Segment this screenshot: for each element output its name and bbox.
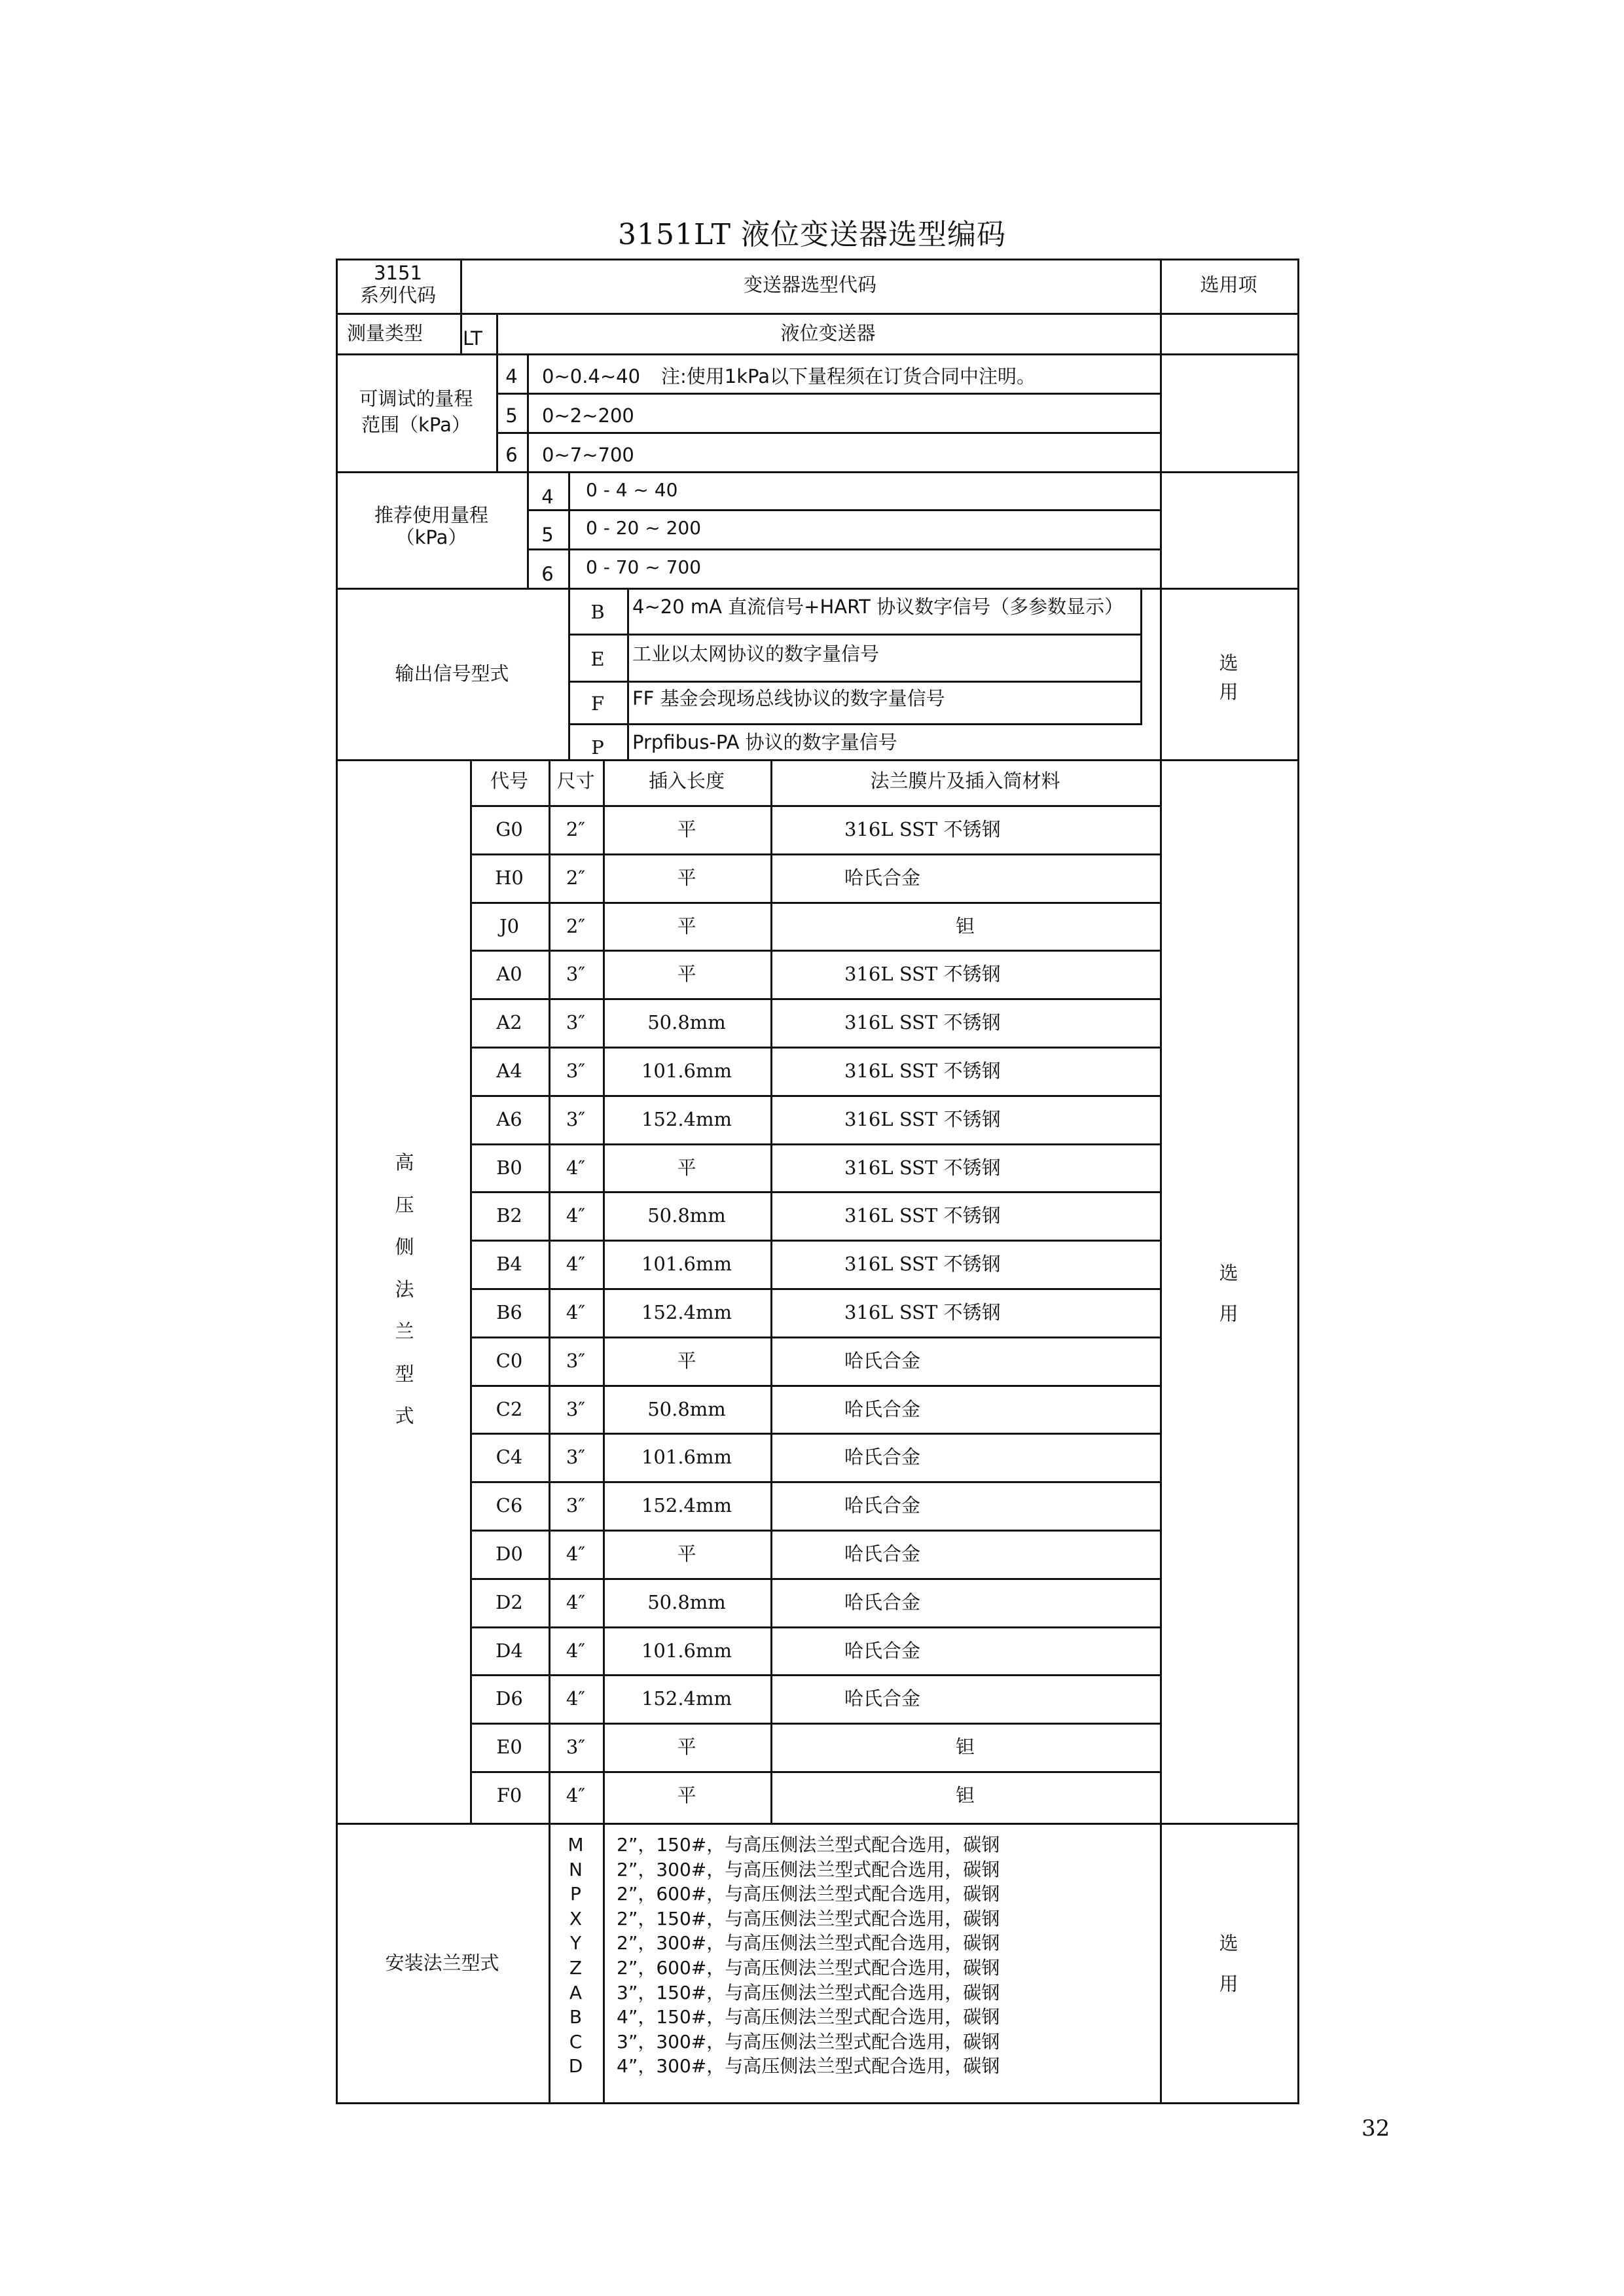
hp-flange-code: B4: [496, 1253, 522, 1275]
table-rule: [336, 1823, 1299, 1825]
table-rule: [460, 313, 462, 355]
mount-flange-code: A: [569, 1981, 583, 2003]
hp-flange-column-header: 代号: [490, 770, 528, 792]
hp-flange-material: 316L SST 不锈钢: [844, 1108, 1001, 1130]
hp-flange-code: B6: [496, 1301, 522, 1323]
table-rule: [470, 1433, 1162, 1435]
hp-flange-length: 152.4mm: [641, 1108, 732, 1130]
hp-flange-length: 101.6mm: [641, 1253, 732, 1275]
adjustable-range-code: 4: [505, 365, 518, 387]
hp-flange-size: 2″: [566, 915, 586, 937]
model-code-header: 变送器选型代码: [743, 274, 876, 296]
hp-flange-code: D2: [496, 1591, 523, 1613]
hp-flange-material: 哈氏合金: [844, 1687, 921, 1710]
hp-flange-size: 4″: [566, 1157, 586, 1179]
recommended-range-code: 4: [541, 486, 554, 508]
mount-flange-option: 用: [1219, 1973, 1238, 1995]
mount-flange-code: D: [568, 2055, 583, 2077]
table-rule: [527, 509, 1162, 511]
hp-flange-material: 钽: [955, 915, 975, 937]
hp-flange-size: 4″: [566, 1204, 586, 1227]
adjustable-range-code: 6: [505, 444, 518, 466]
hp-flange-size: 4″: [566, 1253, 586, 1275]
table-rule: [470, 902, 1162, 904]
output-signal-label: 输出信号型式: [395, 662, 509, 685]
hp-flange-length: 平: [677, 1736, 696, 1758]
table-rule: [336, 353, 1299, 355]
hp-flange-size: 3″: [566, 1494, 586, 1516]
table-rule: [336, 471, 1299, 473]
mount-flange-option: 选: [1219, 1932, 1238, 1954]
mount-flange-code: P: [570, 1883, 581, 1905]
table-rule: [470, 1385, 1162, 1387]
hp-flange-material: 哈氏合金: [844, 1350, 921, 1372]
table-rule: [470, 805, 1162, 807]
hp-flange-column-header: 法兰膜片及插入筒材料: [870, 770, 1060, 792]
adjustable-range-label: 可调试的量程: [359, 387, 473, 410]
hp-flange-material: 316L SST 不锈钢: [844, 1157, 1001, 1179]
hp-flange-code: E0: [496, 1736, 522, 1758]
hp-flange-size: 3″: [566, 1446, 586, 1468]
table-rule: [568, 634, 1142, 636]
hp-flange-size: 4″: [566, 1591, 586, 1613]
series-code-label: 3151: [374, 262, 422, 284]
hp-flange-size: 3″: [566, 1736, 586, 1758]
hp-flange-material: 316L SST 不锈钢: [844, 963, 1001, 985]
table-rule: [336, 259, 1299, 260]
hp-flange-length: 152.4mm: [641, 1687, 732, 1710]
hp-flange-material: 316L SST 不锈钢: [844, 1060, 1001, 1082]
mount-flange-code-list: [549, 1833, 603, 2079]
mount-flange-code: B: [569, 2006, 583, 2028]
hp-flange-material: 316L SST 不锈钢: [844, 818, 1001, 840]
hp-flange-column-header: 插入长度: [648, 770, 725, 792]
table-rule: [1140, 588, 1142, 725]
hp-flange-length: 50.8mm: [647, 1398, 726, 1420]
adjustable-range-code: 5: [505, 404, 518, 427]
recommended-range-code: 5: [541, 524, 554, 546]
recommended-range-value: 0 - 70 ~ 700: [586, 556, 702, 578]
hp-flange-code: B2: [496, 1204, 522, 1227]
mount-flange-desc-list: [617, 1833, 1000, 2079]
hp-flange-code: C2: [496, 1398, 523, 1420]
hp-flange-material: 哈氏合金: [844, 1494, 921, 1516]
mount-flange-label: 安装法兰型式: [385, 1952, 499, 1974]
recommended-range-code: 6: [541, 563, 554, 585]
adjustable-range-value: 0~0.4~40: [542, 365, 641, 387]
hp-flange-size: 3″: [566, 1060, 586, 1082]
hp-flange-length: 平: [677, 1784, 696, 1806]
table-rule: [470, 1530, 1162, 1532]
adjustable-range-value: 0~7~700: [542, 444, 634, 466]
table-rule: [470, 1723, 1162, 1725]
mount-flange-desc: 4”，300#，与高压侧法兰型式配合选用，碳钢: [617, 2055, 1000, 2077]
mount-flange-code: C: [569, 2030, 583, 2053]
mount-flange-desc: 3”，150#，与高压侧法兰型式配合选用，碳钢: [617, 1981, 1000, 2003]
hp-flange-code: C0: [496, 1350, 523, 1372]
adjustable-range-value: 0~2~200: [542, 404, 634, 427]
mount-flange-desc: 2”，300#，与高压侧法兰型式配合选用，碳钢: [617, 1858, 1000, 1880]
hp-flange-code: B0: [496, 1157, 522, 1179]
mount-flange-code: Z: [569, 1956, 583, 1979]
table-rule: [470, 1095, 1162, 1097]
table-rule: [470, 1288, 1162, 1290]
hp-flange-code: D4: [496, 1640, 523, 1662]
hp-flange-size: 4″: [566, 1301, 586, 1323]
hp-flange-code: D6: [496, 1687, 523, 1710]
table-rule: [568, 723, 1142, 725]
hp-flange-material: 哈氏合金: [844, 1543, 921, 1565]
hp-flange-label-char: 高: [395, 1151, 414, 1174]
hp-flange-size: 4″: [566, 1784, 586, 1806]
table-rule: [470, 1143, 1162, 1145]
page-number: 32: [1362, 2115, 1390, 2142]
adjustable-range-label: 范围（kPa）: [361, 414, 471, 436]
hp-flange-length: 平: [677, 1157, 696, 1179]
series-code-label: 系列代码: [359, 284, 436, 306]
hp-flange-code: C4: [496, 1446, 523, 1468]
table-rule: [1160, 259, 1162, 2104]
hp-flange-code: A2: [496, 1011, 522, 1033]
table-rule: [470, 1771, 1162, 1773]
table-rule: [336, 588, 1299, 590]
table-rule: [470, 1336, 1162, 1338]
mount-flange-code: X: [569, 1907, 583, 1929]
mount-flange-code: Y: [569, 1932, 582, 1954]
page-title: 3151LT 液位变送器选型编码: [618, 218, 1006, 251]
hp-flange-material: 316L SST 不锈钢: [844, 1011, 1001, 1033]
hp-flange-code: A0: [496, 963, 522, 985]
table-rule: [336, 313, 1299, 315]
hp-flange-size: 4″: [566, 1543, 586, 1565]
hp-flange-material: 316L SST 不锈钢: [844, 1301, 1001, 1323]
hp-flange-length: 平: [677, 867, 696, 889]
recommended-range-value: 0 - 20 ~ 200: [586, 517, 702, 539]
table-rule: [496, 393, 1162, 395]
hp-flange-size: 3″: [566, 1108, 586, 1130]
table-rule: [470, 1047, 1162, 1049]
hp-flange-label-char: 侧: [395, 1236, 414, 1258]
hp-flange-material: 316L SST 不锈钢: [844, 1204, 1001, 1227]
hp-flange-size: 2″: [566, 867, 586, 889]
output-signal-code: B: [590, 601, 605, 623]
hp-flange-column-header: 尺寸: [556, 770, 595, 792]
mount-flange-desc: 4”，150#，与高压侧法兰型式配合选用，碳钢: [617, 2006, 1000, 2028]
table-rule: [568, 681, 1142, 683]
hp-flange-option: 用: [1219, 1302, 1238, 1325]
hp-flange-length: 50.8mm: [647, 1591, 726, 1613]
hp-flange-length: 152.4mm: [641, 1494, 732, 1516]
table-rule: [1297, 259, 1299, 2104]
output-signal-desc: FF 基金会现场总线协议的数字量信号: [632, 687, 945, 709]
hp-flange-code: C6: [496, 1494, 523, 1516]
mount-flange-code: M: [568, 1834, 584, 1856]
output-signal-code: F: [590, 692, 605, 715]
measure-type-value: 液位变送器: [780, 322, 876, 344]
table-rule: [336, 759, 1299, 761]
hp-flange-material: 钽: [955, 1784, 975, 1806]
hp-flange-material: 哈氏合金: [844, 1398, 921, 1420]
table-rule: [470, 1191, 1162, 1193]
hp-flange-material: 哈氏合金: [844, 867, 921, 889]
hp-flange-material: 哈氏合金: [844, 1591, 921, 1613]
hp-flange-code: J0: [499, 915, 520, 937]
measure-type-label: 测量类型: [347, 322, 424, 344]
mount-flange-desc: 2”，600#，与高压侧法兰型式配合选用，碳钢: [617, 1956, 1000, 1979]
hp-flange-size: 3″: [566, 1398, 586, 1420]
output-signal-desc: 4~20 mA 直流信号+HART 协议数字信号（多参数显示）: [632, 596, 1124, 618]
hp-flange-length: 平: [677, 1350, 696, 1372]
table-rule: [470, 950, 1162, 952]
hp-flange-material: 哈氏合金: [844, 1640, 921, 1662]
hp-flange-length: 平: [677, 915, 696, 937]
recommended-range-value: 0 - 4 ~ 40: [586, 479, 678, 501]
hp-flange-label-char: 兰: [395, 1320, 414, 1342]
hp-flange-code: F0: [496, 1784, 522, 1806]
hp-flange-size: 2″: [566, 818, 586, 840]
hp-flange-length: 101.6mm: [641, 1446, 732, 1468]
hp-flange-size: 3″: [566, 1350, 586, 1372]
table-rule: [527, 353, 529, 473]
table-rule: [470, 1674, 1162, 1676]
hp-flange-code: H0: [495, 867, 524, 889]
mount-flange-desc: 3”，300#，与高压侧法兰型式配合选用，碳钢: [617, 2030, 1000, 2053]
hp-flange-material: 钽: [955, 1736, 975, 1758]
output-signal-option: 用: [1219, 681, 1238, 703]
table-rule: [496, 432, 1162, 434]
hp-flange-code: D0: [496, 1543, 523, 1565]
hp-flange-length: 101.6mm: [641, 1060, 732, 1082]
table-rule: [336, 2102, 1299, 2104]
mount-flange-desc: 2”，300#，与高压侧法兰型式配合选用，碳钢: [617, 1932, 1000, 1954]
table-rule: [470, 1481, 1162, 1483]
hp-flange-size: 3″: [566, 963, 586, 985]
table-rule: [527, 548, 1162, 550]
hp-flange-length: 152.4mm: [641, 1301, 732, 1323]
table-rule: [568, 471, 570, 590]
hp-flange-label-char: 型: [395, 1362, 414, 1385]
hp-flange-length: 平: [677, 963, 696, 985]
table-rule: [470, 998, 1162, 1000]
hp-flange-length: 50.8mm: [647, 1011, 726, 1033]
hp-flange-size: 4″: [566, 1640, 586, 1662]
hp-flange-size: 3″: [566, 1011, 586, 1033]
output-signal-code: P: [591, 736, 604, 759]
table-rule: [470, 853, 1162, 855]
mount-flange-desc: 2”，150#，与高压侧法兰型式配合选用，碳钢: [617, 1907, 1000, 1929]
mount-flange-code: N: [569, 1858, 583, 1880]
table-rule: [470, 1626, 1162, 1628]
hp-flange-size: 4″: [566, 1687, 586, 1710]
mount-flange-desc: 2”，600#，与高压侧法兰型式配合选用，碳钢: [617, 1883, 1000, 1905]
options-header: 选用项: [1200, 274, 1257, 296]
hp-flange-length: 50.8mm: [647, 1204, 726, 1227]
hp-flange-material: 316L SST 不锈钢: [844, 1253, 1001, 1275]
hp-flange-code: A6: [496, 1108, 522, 1130]
mount-flange-desc: 2”，150#，与高压侧法兰型式配合选用，碳钢: [617, 1834, 1000, 1856]
table-rule: [603, 1823, 605, 2104]
recommended-range-label: 推荐使用量程: [374, 504, 488, 526]
adjustable-range-note: 注:使用1kPa以下量程须在订货合同中注明。: [661, 365, 1036, 387]
output-signal-option: 选: [1219, 652, 1238, 674]
output-signal-code: E: [590, 648, 605, 670]
hp-flange-option: 选: [1219, 1262, 1238, 1284]
hp-flange-length: 平: [677, 818, 696, 840]
hp-flange-code: A4: [496, 1060, 522, 1082]
hp-flange-label-char: 法: [395, 1278, 414, 1300]
table-rule: [470, 1578, 1162, 1580]
measure-type-code: LT: [463, 327, 482, 350]
output-signal-desc: Prpfibus-PA 协议的数字量信号: [632, 731, 897, 753]
hp-flange-label-char: 压: [395, 1193, 414, 1216]
hp-flange-length: 101.6mm: [641, 1640, 732, 1662]
hp-flange-label-char: 式: [395, 1405, 414, 1427]
hp-flange-material: 哈氏合金: [844, 1446, 921, 1468]
recommended-range-label: （kPa）: [395, 526, 467, 548]
output-signal-desc: 工业以太网协议的数字量信号: [632, 643, 880, 665]
hp-flange-code: G0: [496, 818, 523, 840]
table-rule: [470, 1240, 1162, 1242]
table-rule: [627, 588, 629, 761]
hp-flange-length: 平: [677, 1543, 696, 1565]
